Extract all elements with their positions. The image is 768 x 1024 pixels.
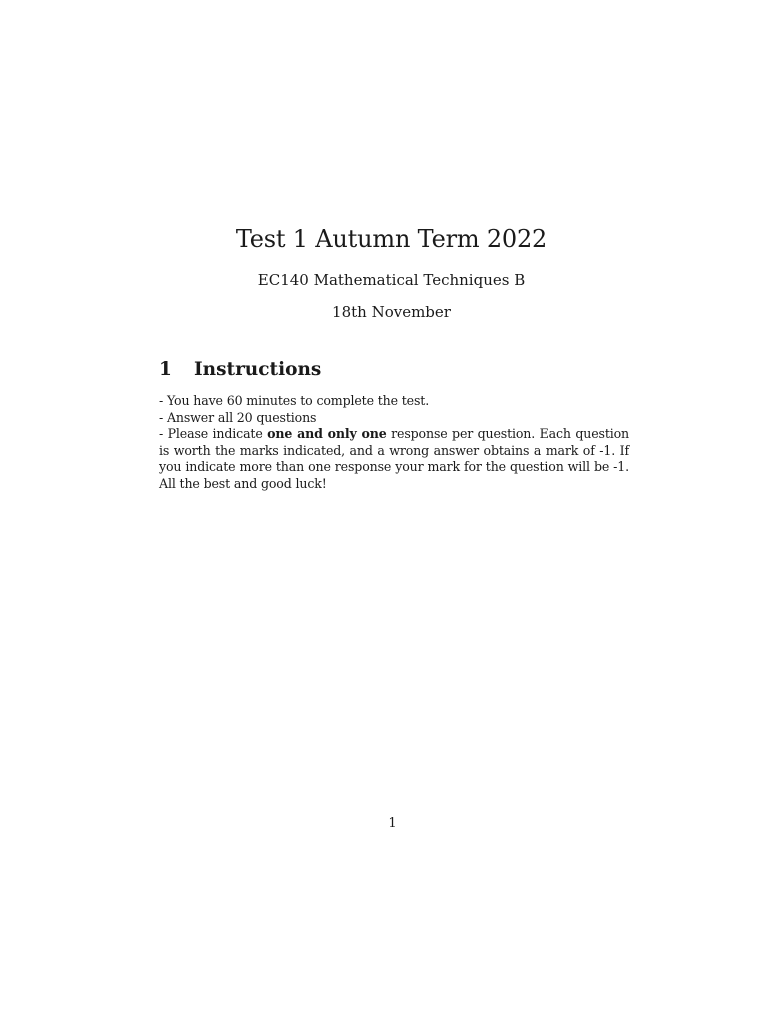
- instruction-marks: is worth the marks indicated, and a wrong answer obtains a mark of -1. If: [159, 442, 629, 458]
- instruction-penalty: you indicate more than one response your mark for the question will be -1.: [159, 459, 629, 474]
- page-number: 1: [388, 816, 397, 831]
- instruction-one-response-prefix: - Please indicate: [159, 426, 268, 441]
- document-title: Test 1 Autumn Term 2022: [235, 225, 548, 253]
- instruction-answer-all: - Answer all 20 questions: [159, 409, 317, 425]
- document-date: 18th November: [332, 303, 451, 321]
- section-heading: [159, 358, 321, 382]
- section-number: 1: [159, 359, 172, 380]
- instruction-one-response: [159, 426, 629, 443]
- instruction-one-response-suffix: response per question. Each question: [386, 426, 630, 441]
- instructions-text: [159, 393, 629, 492]
- section-title: Instructions: [194, 359, 322, 380]
- instruction-time-limit: - You have 60 minutes to complete the test.: [159, 393, 430, 408]
- course-name: EC140 Mathematical Techniques B: [257, 271, 526, 289]
- instruction-emphasis: one and only one: [267, 426, 387, 441]
- instruction-good-luck: All the best and good luck!: [159, 475, 327, 491]
